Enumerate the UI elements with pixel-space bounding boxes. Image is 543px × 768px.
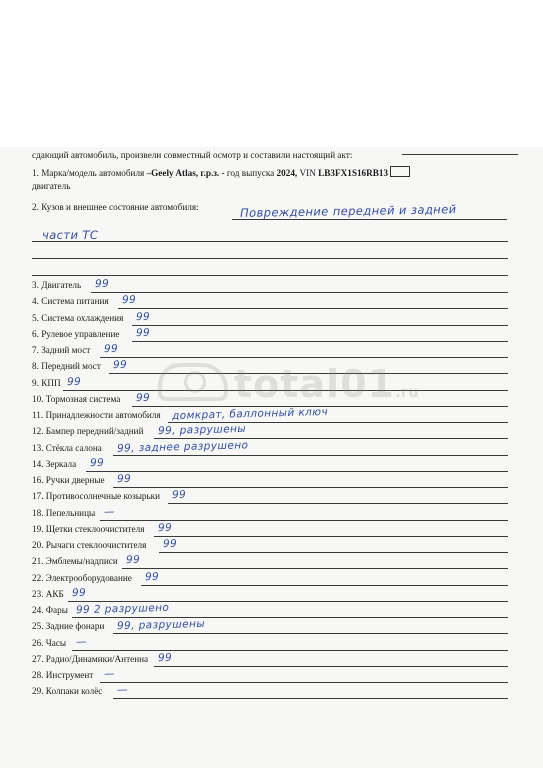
item-underline	[113, 455, 508, 456]
item-handwritten-value: 99	[66, 375, 82, 388]
item-handwritten-value: 99	[135, 326, 151, 339]
item-label: 27. Радио/Динамики/Антенна	[32, 653, 149, 664]
item-underline	[132, 341, 508, 342]
item-underline	[113, 487, 508, 488]
item-underline	[72, 617, 508, 618]
item-label: 14. Зеркала	[32, 458, 77, 469]
redacted-top-area	[0, 0, 543, 147]
item-underline	[72, 650, 508, 651]
item-underline	[132, 325, 508, 326]
item-underline	[154, 438, 508, 439]
item-underline	[100, 357, 508, 358]
item-underline	[154, 666, 508, 667]
item-2-handwriting-1: Повреждение передней и задней	[239, 202, 457, 220]
item-handwritten-value: домкрат, баллонный ключ	[171, 405, 329, 423]
item-underline	[159, 552, 508, 553]
item-label: 25. Задние фонари	[32, 621, 105, 632]
item-label: 18. Пепельницы	[32, 507, 96, 518]
item-handwritten-value: 99	[135, 310, 151, 323]
item-2-line: 2. Кузов и внешнее состояние автомобиля:	[32, 202, 199, 212]
item-label: 4. Система питания	[32, 296, 109, 307]
item-label: 19. Щетки стеклоочистителя	[32, 523, 145, 534]
item-label: 6. Рулевое управление	[32, 328, 120, 339]
intro-line: сдающий автомобиль, произвели совместный осмотр и составили настоящий акт:	[32, 150, 353, 160]
item-label: 3. Двигатель	[32, 280, 82, 290]
item-label: 22. Электрооборудование	[32, 572, 132, 583]
item-underline	[100, 682, 508, 683]
item-label: 7. Задний мост	[32, 345, 91, 355]
vin-redacted-box	[390, 166, 410, 177]
item-underline	[100, 520, 508, 521]
item-label: 13. Стёкла салона	[32, 442, 102, 453]
item-handwritten-value: 99	[125, 554, 141, 567]
item-handwritten-value: 99	[89, 456, 105, 469]
item-handwritten-value: 99, разрушены	[157, 423, 247, 438]
item-handwritten-value: 99	[112, 359, 128, 372]
item-handwritten-value: 99	[162, 537, 178, 551]
item-1-line: 1. Марка/модель автомобиля –Geely Atlas, г.р.з. - год выпуска 2024, VIN LB3FX1S16RB13	[32, 166, 543, 178]
item-handwritten-value: 99 2 разрушено	[75, 601, 170, 617]
item-underline	[91, 292, 508, 293]
item-2-rule-3	[32, 258, 508, 259]
item-handwritten-value: —	[103, 505, 116, 518]
item-handwritten-value: 99	[71, 586, 87, 599]
item-handwritten-value: 99	[144, 570, 160, 583]
item-underline	[168, 503, 508, 504]
intro-rule	[402, 154, 518, 155]
item-handwritten-value: 99	[121, 294, 137, 307]
item-label: 5. Система охлаждения	[32, 312, 124, 323]
item-handwritten-value: 99	[94, 277, 110, 291]
item-handwritten-value: 99	[116, 472, 132, 486]
item-handwritten-value: 99, заднее разрушено	[116, 438, 249, 455]
item-handwritten-value: 99	[171, 489, 187, 502]
item-label: 11. Принадлежности автомобиля	[32, 410, 161, 420]
item-label: 24. Фары	[32, 605, 68, 615]
item-underline	[68, 601, 508, 602]
item-label: 21. Эмблемы/надписи	[32, 556, 118, 567]
car-logo-icon	[158, 363, 228, 401]
watermark: total01.ru	[158, 362, 419, 406]
item-label: 26. Часы	[32, 637, 67, 648]
item-handwritten-value: 99	[157, 521, 173, 534]
item-handwritten-value: —	[75, 635, 88, 648]
item-label: 8. Передний мост	[32, 361, 101, 372]
item-handwritten-value: 99	[135, 391, 151, 404]
item-underline	[122, 568, 508, 569]
item-label: 16. Ручки дверные	[32, 475, 105, 485]
item-label: 9. КПП	[32, 377, 61, 388]
item-label: 28. Инструмент	[32, 670, 94, 680]
item-underline	[113, 698, 508, 699]
item-handwritten-value: —	[116, 684, 129, 697]
item-1-engine: двигатель	[32, 181, 71, 191]
item-2-rule-4	[32, 275, 508, 276]
item-underline	[118, 308, 508, 309]
item-2-handwriting-2: части ТС	[42, 228, 99, 242]
item-underline	[86, 471, 508, 472]
item-2-rule-2	[32, 241, 508, 242]
item-handwritten-value: 99, разрушены	[116, 618, 206, 633]
item-label: 17. Противосолнечные козырьки	[32, 491, 161, 502]
item-label: 12. Бампер передний/задний	[32, 426, 144, 437]
item-label: 10. Тормозная система	[32, 393, 121, 404]
item-handwritten-value: 99	[103, 342, 119, 356]
item-label: 23. АКБ	[32, 588, 64, 599]
item-handwritten-value: —	[103, 667, 116, 681]
item-label: 20. Рычаги стеклоочистителя	[32, 540, 147, 550]
item-underline	[141, 585, 508, 586]
item-underline	[113, 633, 508, 634]
item-underline	[154, 536, 508, 537]
item-label: 29. Колпаки колёс	[32, 686, 103, 697]
item-handwritten-value: 99	[157, 651, 173, 664]
